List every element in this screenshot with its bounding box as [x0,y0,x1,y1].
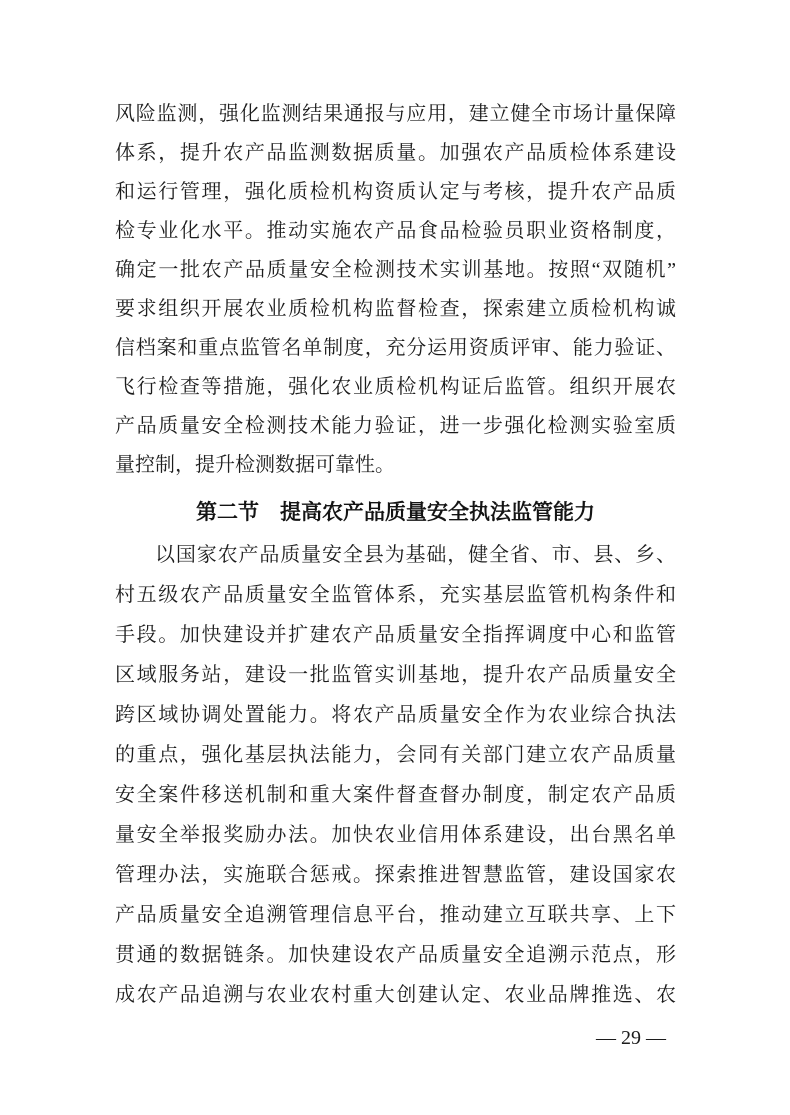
text-line: 信档案和重点监管名单制度，充分运用资质评审、能力验证、 [115,337,676,359]
text-line: 检专业化水平。推动实施农产品食品检验员职业资格制度， [115,220,676,242]
text-line: 飞行检查等措施，强化农业质检机构证后监管。组织开展农 [115,376,676,398]
text-line: 村五级农产品质量安全监管体系，充实基层监管机构条件和 [115,584,676,606]
paragraph-continuation [115,95,676,532]
text-line: 管理办法，实施联合惩戒。探索推进智慧监管，建设国家农 [115,864,676,886]
text-line: 以国家农产品质量安全县为基础，健全省、市、县、乡、 [155,544,676,566]
text-line: 的重点，强化基层执法能力，会同有关部门建立农产品质量 [115,744,676,766]
text-line: 量安全举报奖励办法。加快农业信用体系建设，出台黑名单 [115,824,676,846]
text-line: 确定一批农产品质量安全检测技术实训基地。按照“双随机” [115,259,676,281]
text-line: 产品质量安全检测技术能力验证，进一步强化检测实验室质 [115,415,676,437]
text-line: 体系，提升农产品监测数据质量。加强农产品质检体系建设 [115,142,676,164]
text-line: 安全案件移送机制和重大案件督查督办制度，制定农产品质 [115,784,676,806]
section-heading: 第二节 提高农产品质量安全执法监管能力 [196,501,595,524]
text-line: 和运行管理，强化质检机构资质认定与考核，提升农产品质 [115,181,676,203]
text-line: 手段。加快建设并扩建农产品质量安全指挥调度中心和监管 [115,624,676,646]
text-line: 贯通的数据链条。加快建设农产品质量安全追溯示范点，形 [115,944,676,966]
text-line: 产品质量安全追溯管理信息平台，推动建立互联共享、上下 [115,904,676,926]
text-line: 风险监测，强化监测结果通报与应用，建立健全市场计量保障 [115,103,676,125]
text-line: 量控制，提升检测数据可靠性。 [115,454,395,476]
text-line: 要求组织开展农业质检机构监督检查，探索建立质检机构诚 [115,298,676,320]
text-line: 跨区域协调处置能力。将农产品质量安全作为农业综合执法 [115,704,676,726]
page-number: — 29 — [596,1027,666,1049]
text-line: 区域服务站，建设一批监管实训基地，提升农产品质量安全 [115,664,676,686]
paragraph-body [115,535,676,1015]
text-line: 成农产品追溯与农业农村重大创建认定、农业品牌推选、农 [115,984,676,1006]
